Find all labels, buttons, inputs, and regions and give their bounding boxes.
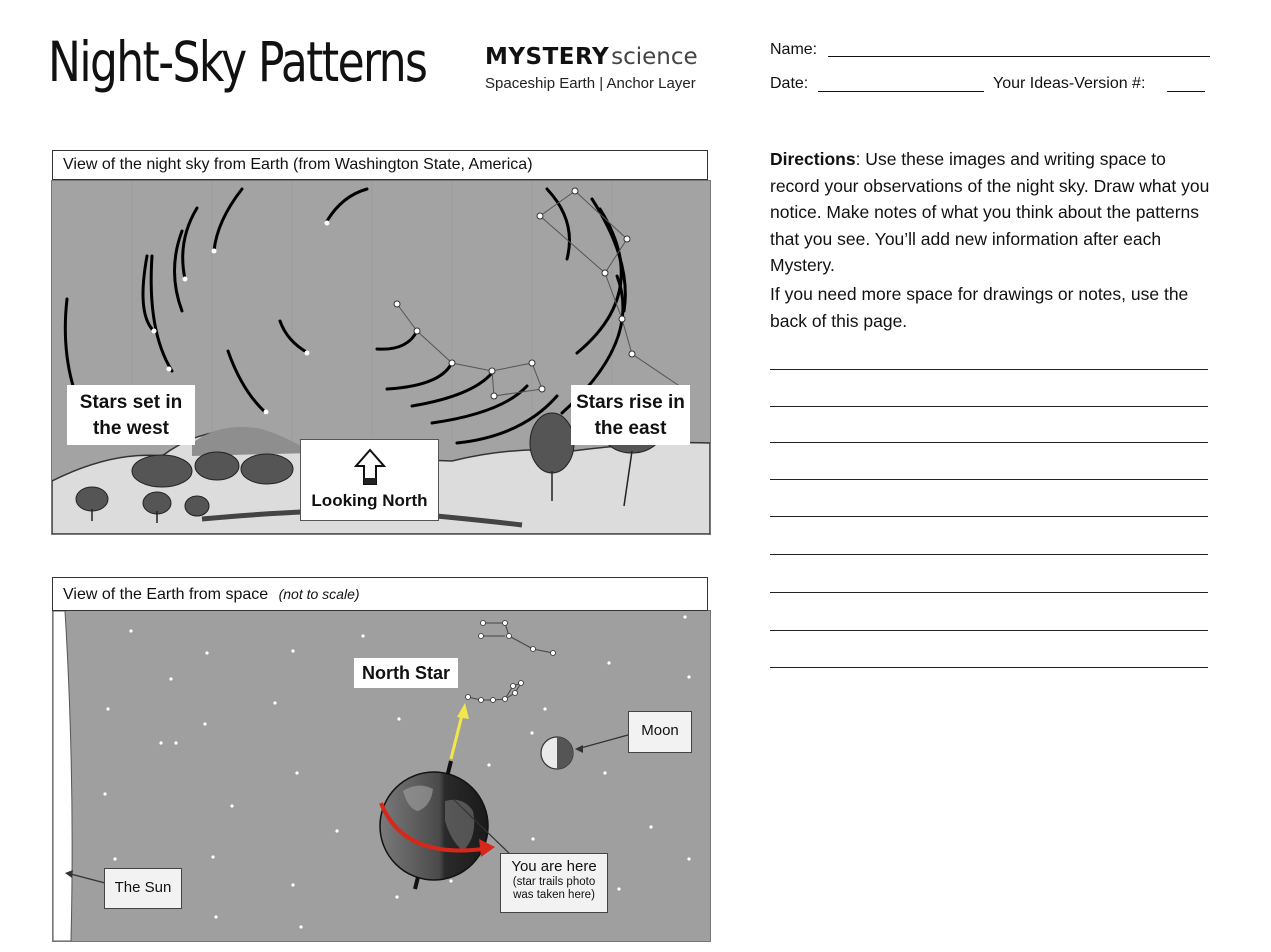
directions-lead: Directions [770,149,856,169]
sun-label: The Sun [104,868,182,909]
notes-line[interactable] [770,630,1208,631]
notes-line[interactable] [770,479,1208,480]
name-field[interactable] [828,56,1210,57]
sun-edge [53,611,72,941]
brand-light: science [611,44,698,70]
looking-north-text: Looking North [311,491,428,510]
moon-label: Moon [628,711,692,753]
you-are-here-note: (star trails photo was taken here) [512,876,596,901]
up-arrow-icon [353,448,387,486]
you-are-here-text: You are here [511,858,597,875]
sky-panel-heading: View of the night sky from Earth (from Washington State, America) [52,150,708,180]
directions-paragraph [770,146,1210,279]
notes-line[interactable] [770,369,1208,370]
brand-bold: MYSTERY [485,44,610,70]
directions-text: : Use these images and writing space to record your observations of the night sky. Draw what you notice. Make notes of what you think about the patterns that you see. You’ll add new information after each Mystery. [770,149,1210,276]
notes-line[interactable] [770,406,1208,407]
space-panel-heading [52,577,708,611]
notes-line[interactable] [770,516,1208,517]
north-star-label: North Star [354,658,458,688]
space-panel-heading-text: View of the Earth from space [63,586,269,603]
not-to-scale-note: (not to scale) [278,586,360,602]
notes-line[interactable] [770,592,1208,593]
brand-logo [485,44,698,70]
name-label: Name: [770,41,818,58]
unit-subtitle: Spaceship Earth | Anchor Layer [485,75,696,92]
version-label: Your Ideas-Version #: [993,75,1146,92]
notes-line[interactable] [770,667,1208,668]
version-field[interactable] [1167,91,1205,92]
looking-north-label [300,439,439,521]
date-field[interactable] [818,91,984,92]
directions-block [770,146,1210,334]
you-are-here-label [500,853,608,913]
east-label: Stars rise in the east [571,385,690,445]
date-label: Date: [770,75,809,92]
west-label: Stars set in the west [67,385,195,445]
page-title: Night-Sky Patterns [48,30,427,94]
directions-extra: If you need more space for drawings or notes, use the back of this page. [770,283,1189,331]
notes-line[interactable] [770,554,1208,555]
notes-line[interactable] [770,442,1208,443]
